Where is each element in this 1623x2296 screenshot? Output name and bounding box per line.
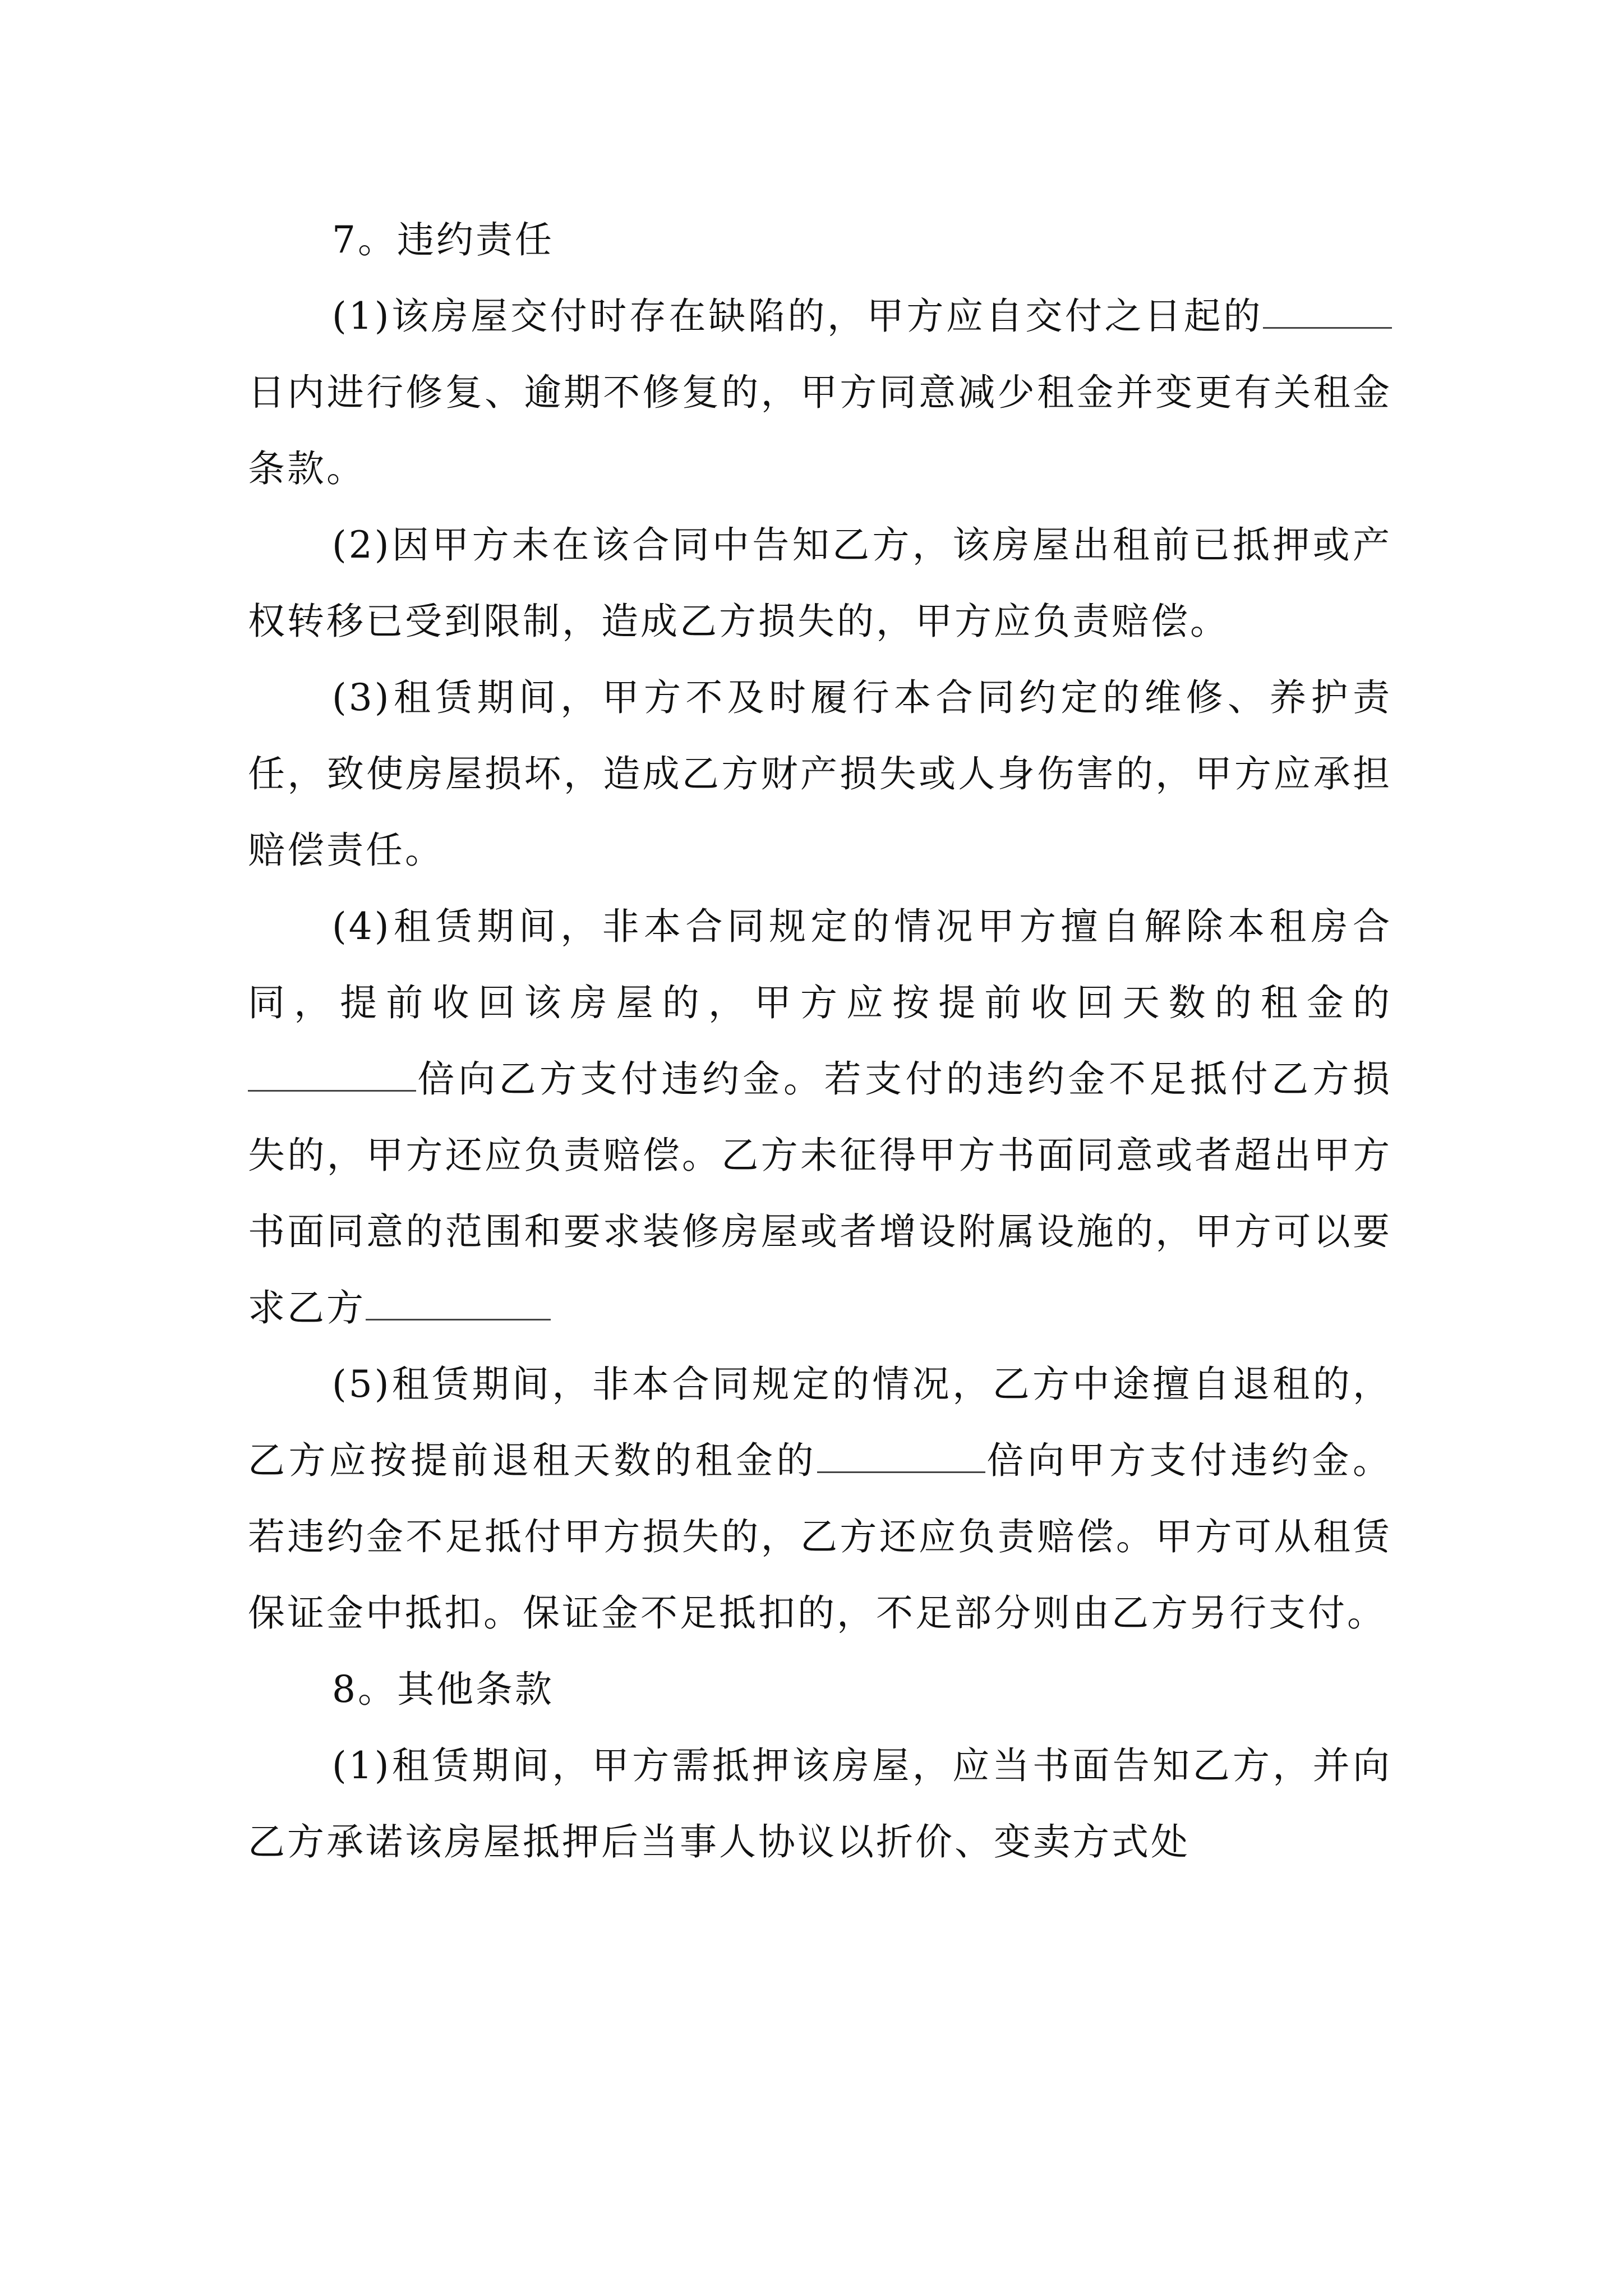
fill-in-blank [366, 1285, 551, 1320]
clause-7-5 [248, 1346, 1392, 1651]
fill-in-blank [1263, 293, 1392, 329]
section-heading-7: 7。违约责任 [332, 218, 554, 261]
clause-7-2: (2)因甲方未在该合同中告知乙方，该房屋出租前已抵押或产权转移已受到限制，造成乙方损失的，甲方应负责赔偿。 [248, 523, 1392, 643]
clause-text: 倍向甲方支付违约金。若违约金不足抵付甲方损失的，乙方还应负责赔偿。甲方可从租赁保证金中抵扣。保证金不足抵扣的，不足部分则由乙方另行支付。 [248, 1439, 1392, 1635]
document-body [248, 202, 1392, 1880]
clause-text: (5)租赁期间，非本合同规定的情况，乙方中途擅自退租的，乙方应按提前退租天数的租金的 [248, 1363, 1392, 1482]
clause-text: (1)该房屋交付时存在缺陷的，甲方应自交付之日起的 [332, 295, 1263, 338]
clause-text: (4)租赁期间，非本合同规定的情况甲方擅自解除本租房合同，提前收回该房屋的，甲方应按提前收回天数的租金的 [248, 905, 1392, 1024]
clause-text: 倍向乙方支付违约金。若支付的违约金不足抵付乙方损失的，甲方还应负责赔偿。乙方未征得甲方书面同意或者超出甲方书面同意的范围和要求装修房屋或者增设附属设施的，甲方可以要求乙方 [248, 1057, 1392, 1329]
fill-in-blank [248, 1056, 416, 1092]
fill-in-blank [817, 1438, 985, 1473]
section-heading-8: 8。其他条款 [332, 1668, 554, 1711]
clause-text: 日内进行修复、逾期不修复的，甲方同意减少租金并变更有关租金条款。 [248, 371, 1392, 490]
clause-7-1 [248, 278, 1392, 507]
clause-7-4 [248, 889, 1392, 1346]
clause-7-3: (3)租赁期间，甲方不及时履行本合同约定的维修、养护责任，致使房屋损坏，造成乙方财产损失或人身伤害的，甲方应承担赔偿责任。 [248, 676, 1392, 872]
clause-8-1: (1)租赁期间，甲方需抵押该房屋，应当书面告知乙方，并向乙方承诺该房屋抵押后当事人协议以折价、变卖方式处 [248, 1744, 1392, 1864]
